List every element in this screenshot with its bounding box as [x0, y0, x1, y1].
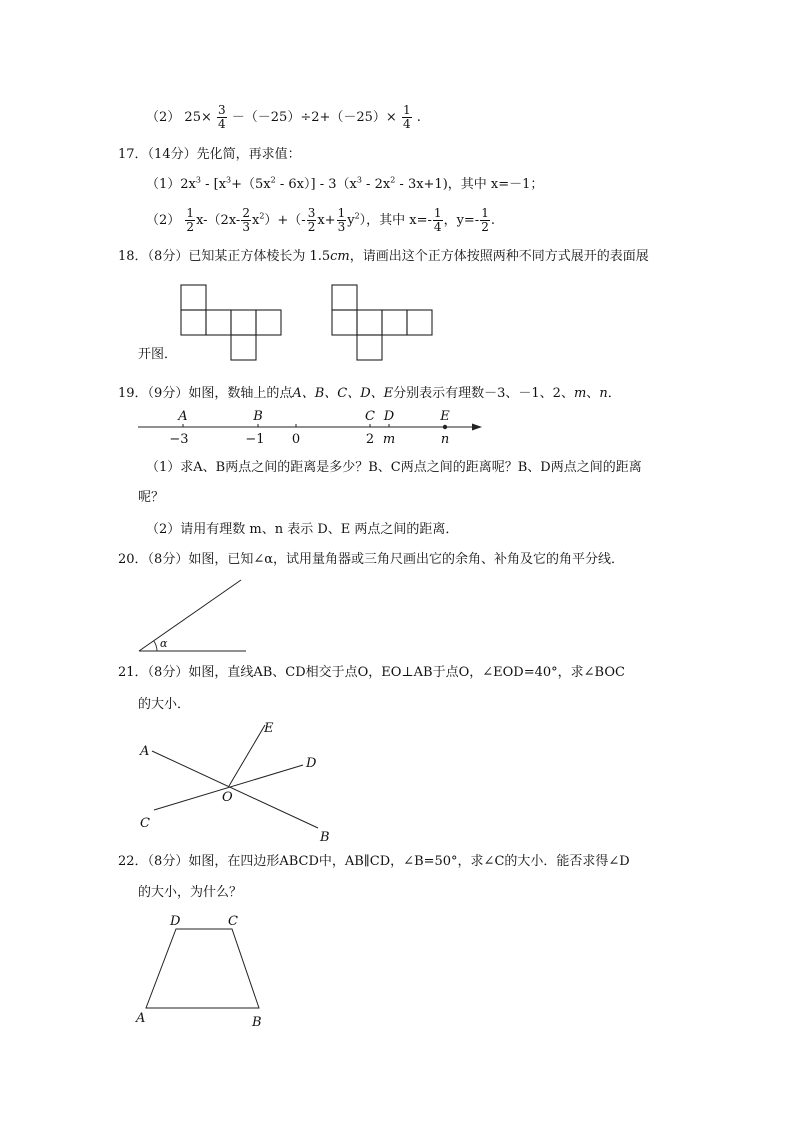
- q16-part2: [146, 104, 421, 131]
- label-c: C: [365, 409, 375, 424]
- q17-p1-c: +（5x: [231, 177, 271, 192]
- cube-nets-figure: [170, 280, 450, 365]
- q17-p1-e: - 2x: [361, 177, 391, 192]
- q17-p2-s1: x-（2x-: [196, 213, 241, 228]
- q16-fraction-1: [217, 104, 227, 131]
- q17-p2-f3-den: 2: [307, 220, 316, 234]
- q16-f1-den: 4: [218, 117, 226, 131]
- net2-square: [382, 310, 407, 335]
- vertex-label-b: B: [252, 1015, 262, 1030]
- q17-part1: [146, 176, 543, 194]
- q17-header: 17．（14分）先化简，再求值：: [118, 147, 301, 162]
- angle-arc: [154, 641, 157, 651]
- q17-p2-f6-num: 1: [481, 206, 489, 220]
- q21-line1: 21．（8分）如图，直线AB、CD相交于点O，EO⊥AB于点O，∠EOD=40°，求∠BOC: [118, 665, 625, 680]
- q18-question: [118, 248, 649, 266]
- vertex-label-a: A: [136, 1011, 146, 1026]
- label-b: B: [253, 409, 263, 424]
- number-line-arrow: [472, 424, 482, 431]
- q17-p1-sup-d: 3: [356, 175, 362, 185]
- q19-m: m: [573, 386, 587, 401]
- q19-text-a: 19．（9分）如图，数轴上的点: [118, 386, 293, 401]
- angle-label-alpha: α: [160, 637, 168, 650]
- line-ab: [152, 751, 318, 828]
- net2-square: [332, 285, 357, 310]
- q17-p1-a: 2x: [180, 177, 196, 192]
- label-e: E: [440, 409, 450, 424]
- net2-square: [357, 335, 382, 360]
- net2-square: [357, 310, 382, 335]
- trapezoid-figure: [130, 908, 275, 1033]
- q19-part2: （2）请用有理数 m、n 表示 D、E 两点之间的距离．: [146, 522, 459, 537]
- q22-line1: 22．（8分）如图，在四边形ABCD中，AB∥CD，∠B=50°，求∠C的大小．能否求得∠D: [118, 854, 630, 869]
- q16-f1-num: 3: [218, 103, 226, 117]
- q17-p2-f2-num: 2: [242, 206, 250, 220]
- q17-p1-sup-a: 3: [195, 175, 201, 185]
- q17-p2-f2-den: 3: [242, 220, 250, 234]
- q17-part1-label: （1）: [146, 177, 181, 192]
- q17-p2-frac-1: [185, 207, 195, 234]
- net1-square: [231, 335, 256, 360]
- q17-part2-label: （2）: [146, 213, 181, 228]
- q17-p2-frac-6: [480, 207, 490, 234]
- q17-p2-f3-num: 3: [307, 206, 316, 220]
- q17-p2-f4-den: 3: [337, 220, 346, 234]
- q16-f2-den: 4: [402, 117, 411, 131]
- q17-p1-sup-c: 2: [270, 175, 276, 185]
- q17-p1-sup-b: 3: [226, 175, 232, 185]
- q17-p2-f5-num: 1: [433, 206, 442, 220]
- intersecting-lines-figure: [130, 715, 340, 845]
- value-minus-3: −3: [169, 432, 189, 447]
- value-m: m: [382, 432, 396, 447]
- net1-square: [206, 310, 231, 335]
- q17-p1-sup-e: 2: [390, 175, 396, 185]
- label-a: A: [178, 409, 188, 424]
- q19-points: A、B、C、D、E: [292, 386, 394, 401]
- point-label-d: D: [306, 756, 317, 771]
- vertex-label-d: D: [170, 914, 181, 929]
- q16-expr-p3: .: [416, 110, 421, 125]
- q17-p2-s3: ）+（-: [264, 213, 306, 228]
- q16-fraction-2: [402, 104, 412, 131]
- q21-line2: 的大小．: [138, 697, 191, 712]
- value-minus-1: −1: [245, 432, 265, 447]
- q17-p2-s4: x+: [317, 213, 336, 228]
- q18-unit: cm: [330, 249, 350, 264]
- q20-question: 20．（8分）如图，已知∠α，试用量角器或三角尺画出它的余角、补角及它的角平分线．: [118, 552, 624, 567]
- q17-p2-f4-num: 1: [337, 206, 346, 220]
- q16-f2-num: 1: [402, 103, 411, 117]
- q17-p2-f1-num: 1: [186, 206, 195, 220]
- value-2: 2: [365, 432, 375, 447]
- net2-square: [332, 310, 357, 335]
- ray-oe: [229, 725, 265, 786]
- q17-p2-frac-2: [241, 207, 251, 234]
- q17-p2-sup-2: 2: [354, 211, 360, 221]
- net1-square: [256, 310, 281, 335]
- point-e-dot: [443, 425, 447, 429]
- q17-part2: [146, 207, 495, 234]
- point-label-o: O: [222, 790, 233, 805]
- label-d: D: [383, 409, 395, 424]
- point-label-e: E: [264, 721, 274, 736]
- trapezoid-abcd: [146, 929, 259, 1008]
- net1-square: [231, 310, 256, 335]
- q16-expr-p1: 25×: [184, 110, 212, 125]
- q17-p2-sup-1: 2: [259, 211, 265, 221]
- net1-square: [181, 310, 206, 335]
- q19-part1-line1: （1）求A、B两点之间的距离是多少？B、C两点之间的距离呢？B、D两点之间的距离: [146, 460, 642, 475]
- q18-text-b: ，请画出这个正方体按照两种不同方式展开的表面展: [349, 249, 649, 264]
- value-zero: 0: [291, 432, 301, 447]
- net2-square: [407, 310, 432, 335]
- q17-p2-f5-den: 4: [433, 220, 442, 234]
- q19-part1-line2: 呢？: [138, 490, 165, 505]
- angle-upper-ray: [139, 580, 241, 651]
- q16-part2-label: （2）: [146, 110, 181, 125]
- point-label-c: C: [140, 816, 150, 831]
- number-line-figure: [130, 405, 490, 450]
- angle-alpha-figure: [130, 575, 255, 660]
- q17-p2-frac-4: [337, 207, 347, 234]
- q17-p2-s7: ，y=-: [443, 213, 480, 228]
- q19-n: n: [599, 386, 608, 401]
- q19-dot: ．: [607, 386, 621, 401]
- q17-p2-frac-3: [307, 207, 317, 234]
- q16-expr-p2: －（－25）÷2+（－25）×: [231, 110, 397, 125]
- q17-p1-b: - [x: [200, 177, 227, 192]
- q17-p1-d: - 6x）] - 3（x: [275, 177, 357, 192]
- q19-sep: 、: [586, 386, 600, 401]
- value-n: n: [440, 432, 450, 447]
- q17-p2-s8: .: [490, 213, 495, 228]
- point-label-a: A: [140, 744, 150, 759]
- q22-line2: 的大小，为什么？: [138, 885, 243, 900]
- q19-text-b: 分别表示有理数－3、－1、2、: [393, 386, 574, 401]
- point-label-b: B: [320, 830, 330, 845]
- q18-text-continued: 开图．: [138, 347, 178, 362]
- q17-p2-s2: x: [251, 213, 260, 228]
- q17-p2-s6: ），其中 x=-: [359, 213, 432, 228]
- vertex-label-c: C: [228, 914, 238, 929]
- q17-p2-s5: y: [347, 213, 355, 228]
- q17-p2-f6-den: 2: [481, 220, 489, 234]
- q19-question: [118, 385, 621, 403]
- q17-p2-f1-den: 2: [186, 220, 195, 234]
- net1-square: [181, 285, 206, 310]
- q17-p1-f: - 3x+1)，其中 x=－1；: [395, 177, 544, 192]
- q18-text-a: 18．（8分）已知某正方体棱长为 1.5: [118, 249, 331, 264]
- q17-p2-frac-5: [433, 207, 443, 234]
